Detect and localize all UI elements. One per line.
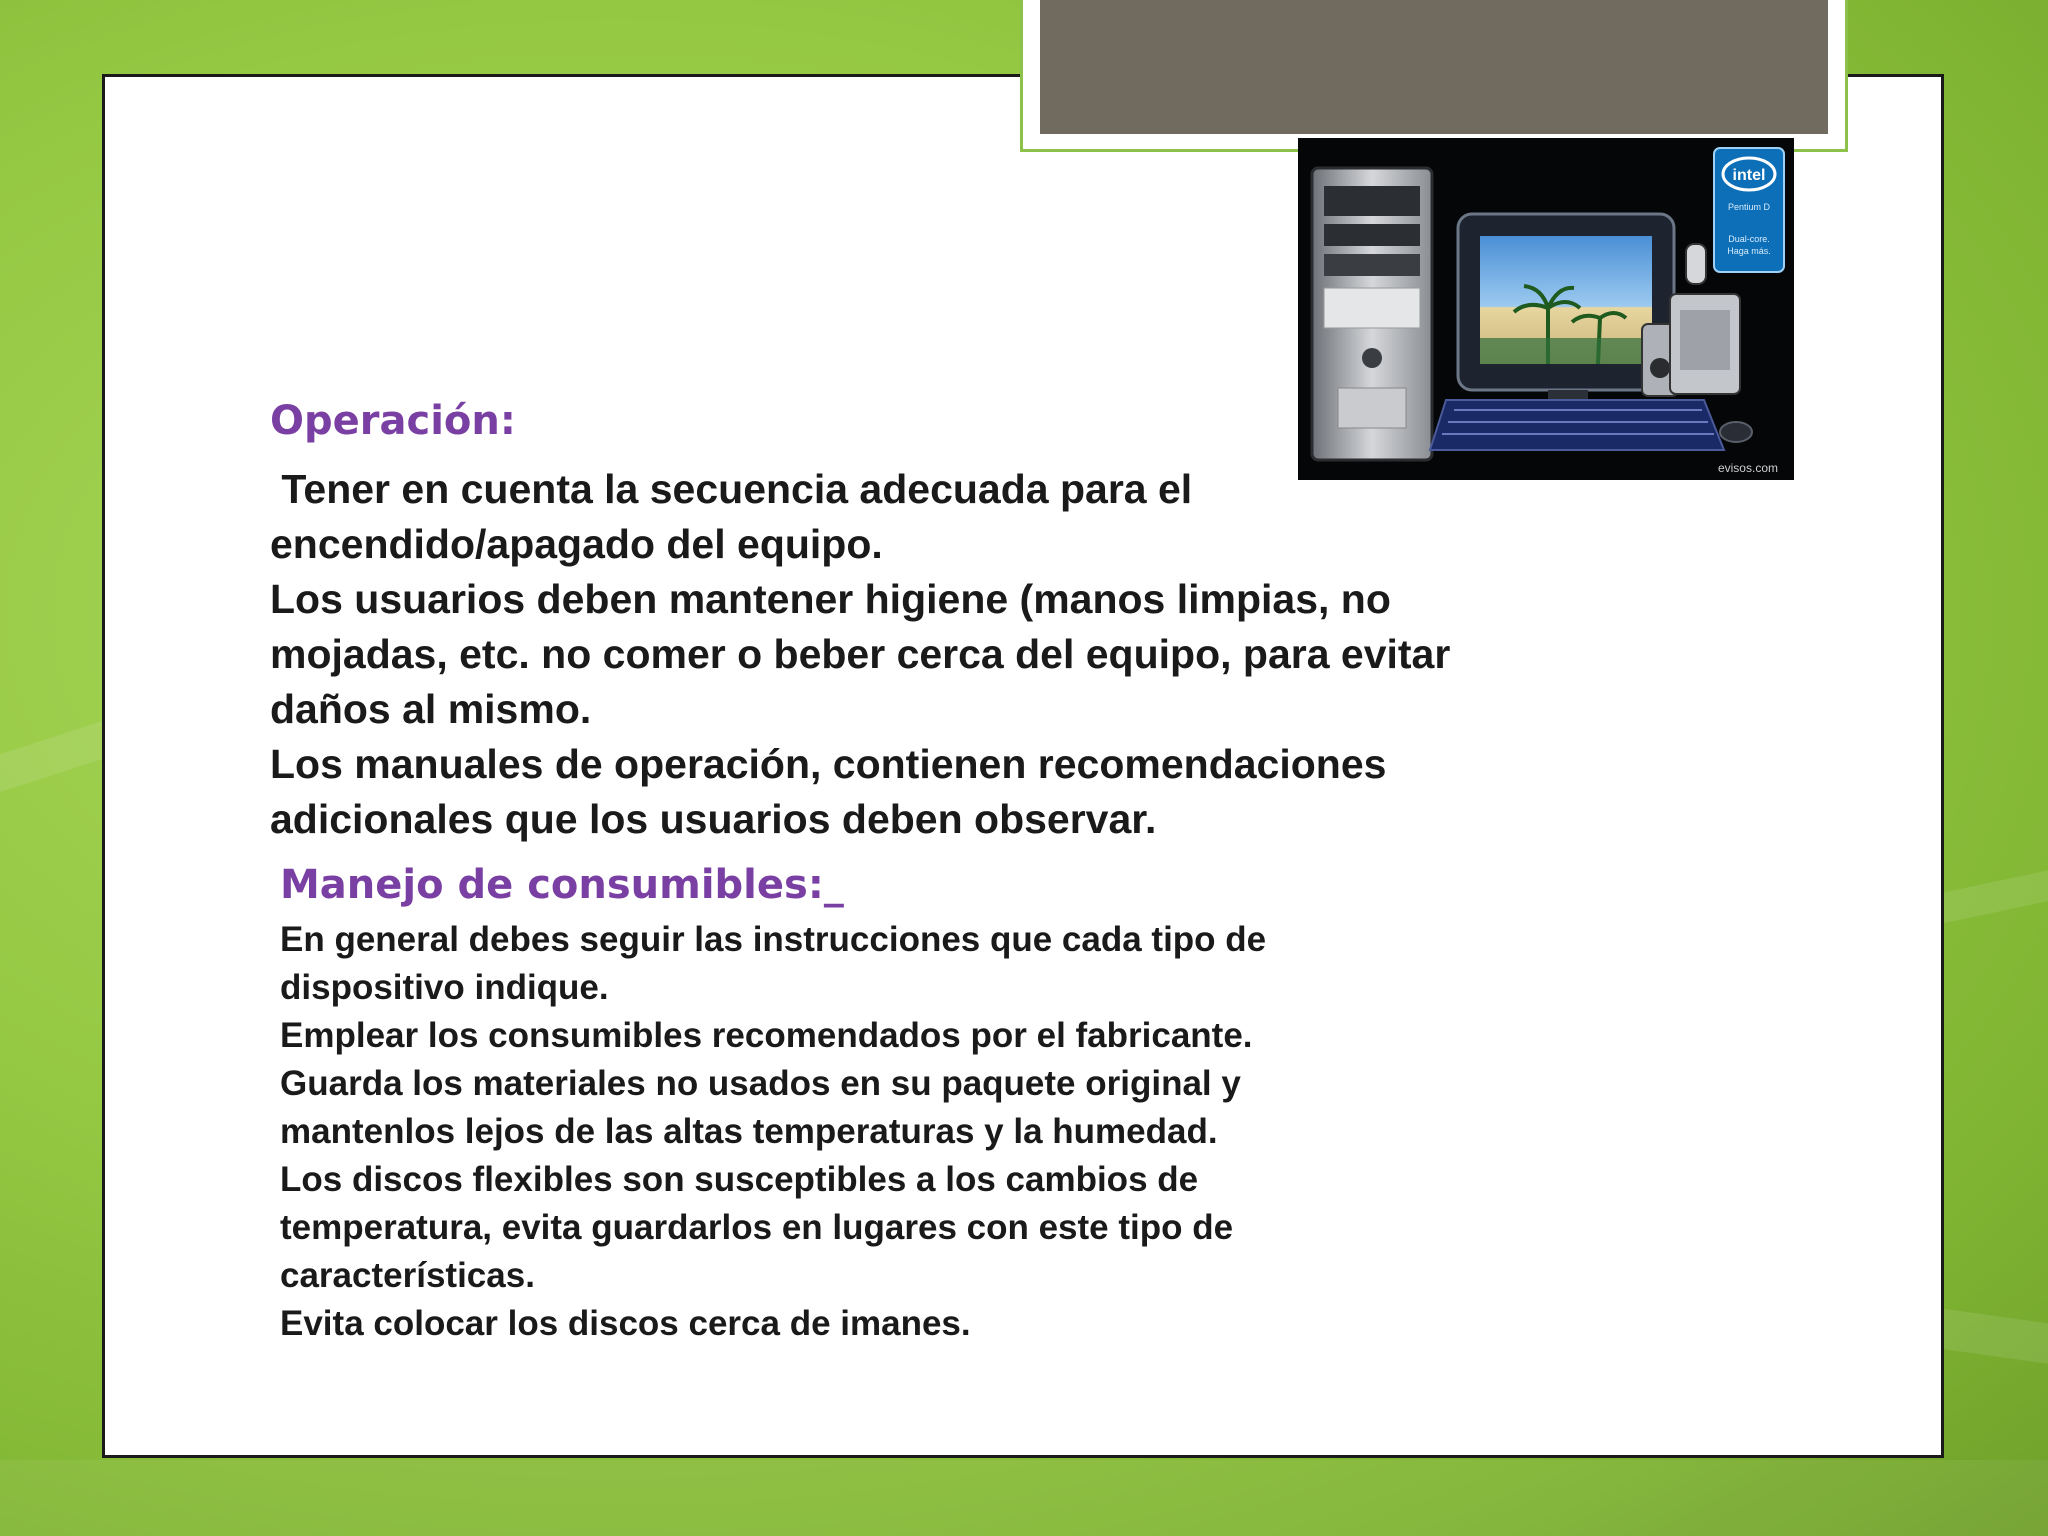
- operacion-line: Tener en cuenta la secuencia adecuada para el: [270, 466, 1193, 512]
- title-block: [1040, 0, 1828, 134]
- operacion-line: Los usuarios deben mantener higiene (manos limpias, no: [270, 576, 1391, 622]
- computer-illustration: [1298, 138, 1794, 480]
- keyboard: [1430, 400, 1724, 450]
- photo-watermark: evisos.com: [1717, 461, 1778, 475]
- consumibles-line: temperatura, evita guardarlos en lugares con este tipo de: [280, 1208, 1234, 1247]
- background-streak: [0, 1460, 2048, 1536]
- consumibles-line: mantenlos lejos de las altas temperaturas y la humedad.: [280, 1112, 1218, 1151]
- mouse: [1720, 422, 1752, 442]
- consumibles-line: Guarda los materiales no usados en su paquete original y: [280, 1064, 1241, 1103]
- consumibles-line: Los discos flexibles son susceptibles a los cambios de: [280, 1160, 1199, 1199]
- consumibles-line: dispositivo indique.: [280, 968, 609, 1007]
- operacion-line: mojadas, etc. no comer o beber cerca del equipo, para evitar: [270, 631, 1451, 677]
- intel-badge-line3: Haga más.: [1727, 246, 1771, 256]
- consumibles-heading: Manejo de consumibles:_: [280, 862, 844, 908]
- operacion-line: Los manuales de operación, contienen recomendaciones: [270, 741, 1387, 787]
- consumibles-line: Emplear los consumibles recomendados por el fabricante.: [280, 1016, 1253, 1055]
- intel-badge-line2: Dual-core.: [1728, 234, 1770, 244]
- intel-badge-brand: intel: [1732, 167, 1766, 184]
- consumibles-line: En general debes seguir las instrucciones que cada tipo de: [280, 920, 1267, 959]
- intel-badge-line1: Pentium D: [1727, 202, 1771, 212]
- operacion-body: [270, 462, 1600, 847]
- operacion-heading: Operación:: [270, 398, 516, 444]
- operacion-line: daños al mismo.: [270, 686, 592, 732]
- pc-tower: [1312, 168, 1432, 460]
- consumibles-line: Evita colocar los discos cerca de imanes.: [280, 1304, 971, 1343]
- consumibles-line: características.: [280, 1256, 535, 1295]
- operacion-line: adicionales que los usuarios deben observar.: [270, 796, 1157, 842]
- operacion-line: encendido/apagado del equipo.: [270, 521, 883, 567]
- computer-photo: [1298, 138, 1794, 480]
- consumibles-body: [280, 916, 1480, 1348]
